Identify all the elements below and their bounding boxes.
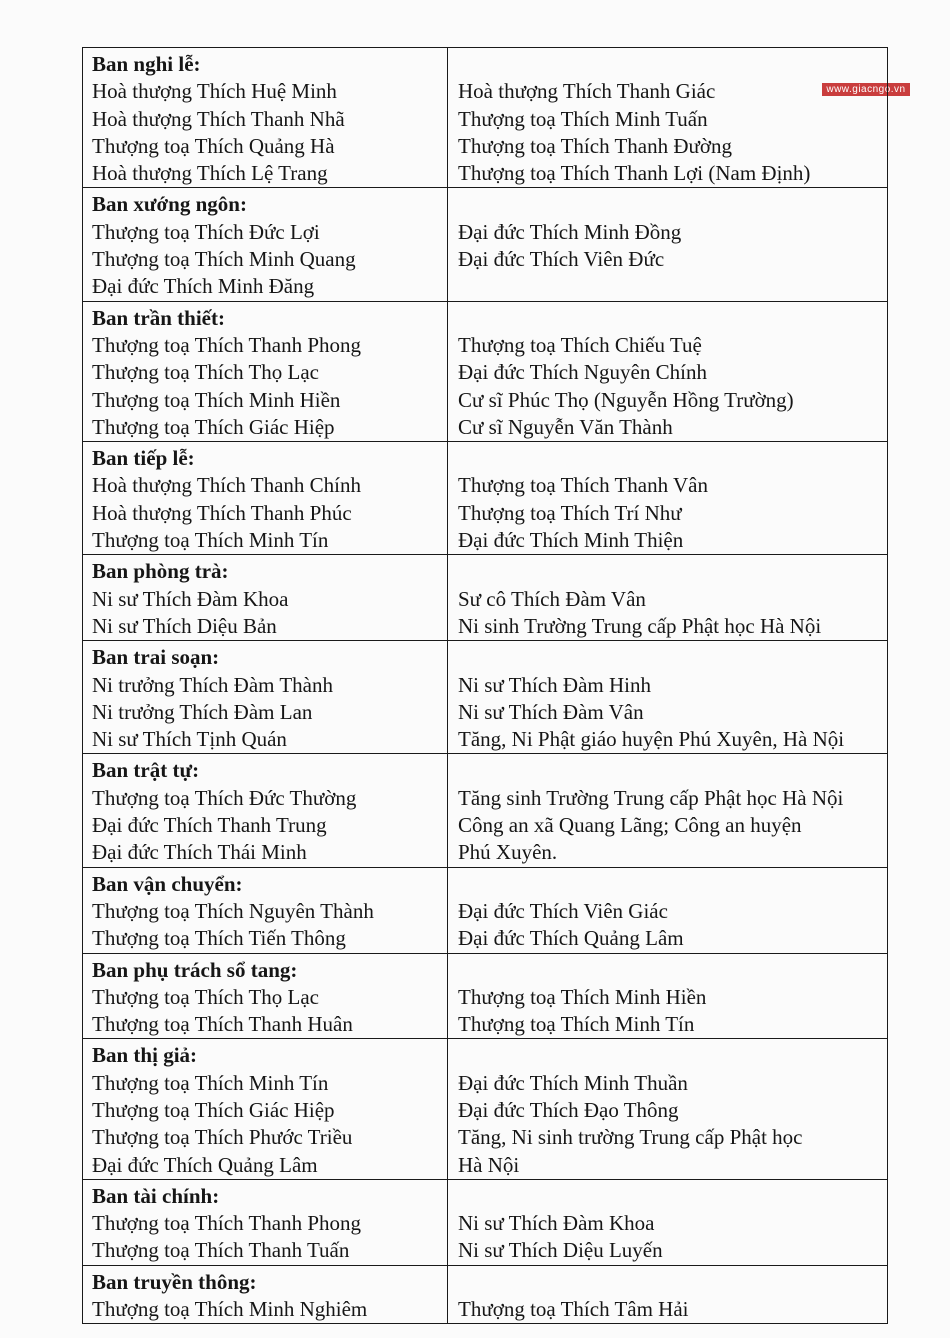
section-title: Ban phụ trách sổ tang: (92, 957, 298, 982)
section-right-column (448, 1180, 887, 1265)
member-name: Thượng toạ Thích Thanh Vân (458, 473, 708, 498)
section-title: Ban vận chuyển: (92, 871, 243, 896)
member-name: Hoà thượng Thích Huệ Minh (92, 79, 337, 104)
member-name: Tăng, Ni sinh trường Trung cấp Phật học (458, 1125, 803, 1150)
title-spacer (458, 1269, 887, 1296)
member-name: Thượng toạ Thích Minh Hiền (92, 387, 341, 412)
member-name: Đại đức Thích Minh Thuần (458, 1070, 688, 1095)
member-name: Hoà thượng Thích Thanh Chính (92, 473, 362, 498)
member-name: Thượng toạ Thích Quảng Hà (92, 133, 335, 158)
section-right-column (448, 954, 887, 1039)
member-name: Thượng toạ Thích Đức Thường (92, 785, 357, 810)
member-name: Thượng toạ Thích Nguyên Thành (92, 898, 374, 923)
member-name: Ni trưởng Thích Đàm Thành (92, 672, 334, 697)
member-name: Đại đức Thích Minh Thiện (458, 528, 684, 553)
member-name: Ni sư Thích Tịnh Quán (92, 727, 287, 752)
member-name: Thượng toạ Thích Thọ Lạc (92, 984, 319, 1009)
watermark: www.giacngo.vn (822, 83, 910, 96)
section-right-column (448, 442, 887, 554)
section-title: Ban truyền thông: (92, 1269, 257, 1294)
member-name: Thượng toạ Thích Thanh Huân (92, 1012, 353, 1037)
section-left-column (83, 868, 448, 953)
member-name: Hoà thượng Thích Lệ Trang (92, 161, 328, 186)
committee-section (83, 1180, 887, 1266)
member-name: Thượng toạ Thích Minh Tuấn (458, 106, 708, 131)
member-name: Tăng sinh Trường Trung cấp Phật học Hà Nội (458, 785, 844, 810)
member-name: Thượng toạ Thích Trí Như (458, 500, 682, 525)
section-left-column (83, 754, 448, 866)
section-right-column (448, 188, 887, 300)
title-spacer (458, 1042, 887, 1069)
section-title: Ban tài chính: (92, 1183, 220, 1208)
section-title: Ban tiếp lễ: (92, 446, 195, 471)
member-name: Hoà thượng Thích Thanh Nhã (92, 106, 345, 131)
section-title: Ban trần thiết: (92, 305, 225, 330)
section-right-column (448, 754, 887, 866)
member-name: Thượng toạ Thích Minh Tín (92, 528, 329, 553)
title-spacer (458, 757, 887, 784)
title-spacer (458, 445, 887, 472)
title-spacer (458, 644, 887, 671)
member-name: Hoà thượng Thích Thanh Phúc (92, 500, 352, 525)
title-spacer (458, 1183, 887, 1210)
member-name: Đại đức Thích Minh Đăng (92, 274, 315, 299)
member-name: Tăng, Ni Phật giáo huyện Phú Xuyên, Hà Nội (458, 727, 845, 752)
section-left-column (83, 1266, 448, 1324)
section-right-column (448, 1039, 887, 1178)
section-left-column (83, 188, 448, 300)
member-name: Thượng toạ Thích Tâm Hải (458, 1297, 689, 1322)
member-name: Thượng toạ Thích Tiến Thông (92, 926, 346, 951)
member-name: Đại đức Thích Quảng Lâm (458, 926, 684, 951)
member-name: Thượng toạ Thích Thanh Tuấn (92, 1238, 350, 1263)
member-name: Ni sư Thích Diệu Bản (92, 613, 277, 638)
member-name: Phú Xuyên. (458, 840, 558, 865)
member-name: Đại đức Thích Minh Đồng (458, 219, 682, 244)
section-title: Ban thị giả: (92, 1043, 198, 1068)
section-title: Ban nghi lễ: (92, 52, 201, 76)
section-right-column (448, 1266, 887, 1324)
committee-section (83, 868, 887, 954)
member-name: Thượng toạ Thích Minh Nghiêm (92, 1297, 368, 1322)
section-title: Ban phòng trà: (92, 559, 229, 584)
member-name: Đại đức Thích Nguyên Chính (458, 360, 707, 385)
committee-section (83, 1039, 887, 1179)
member-name: Thượng toạ Thích Thanh Đường (458, 133, 732, 158)
committee-section (83, 302, 887, 442)
committee-section (83, 954, 887, 1040)
member-name: Thượng toạ Thích Minh Tín (458, 1012, 695, 1037)
member-name: Sư cô Thích Đàm Vân (458, 586, 646, 611)
committee-roster-table (82, 47, 888, 1324)
section-left-column (83, 641, 448, 753)
member-name: Đại đức Thích Viên Giác (458, 898, 668, 923)
section-right-column (448, 48, 887, 187)
member-name: Công an xã Quang Lãng; Công an huyện (458, 813, 802, 838)
committee-section (83, 754, 887, 867)
committee-section (83, 641, 887, 754)
member-name: Thượng toạ Thích Thanh Phong (92, 1211, 362, 1236)
member-name: Hoà thượng Thích Thanh Giác (458, 79, 716, 104)
member-name: Ni sư Thích Đàm Vân (458, 699, 644, 724)
section-right-column (448, 302, 887, 441)
committee-section (83, 48, 887, 188)
section-right-column (448, 641, 887, 753)
section-title: Ban trật tự: (92, 758, 200, 783)
member-name: Ni sinh Trường Trung cấp Phật học Hà Nội (458, 613, 822, 638)
member-name: Đại đức Thích Thanh Trung (92, 813, 327, 838)
member-name: Ni sư Thích Đàm Hinh (458, 672, 651, 697)
member-name: Ni sư Thích Diệu Luyến (458, 1238, 663, 1263)
member-name: Thượng toạ Thích Thanh Phong (92, 332, 362, 357)
member-name: Thượng toạ Thích Giác Hiệp (92, 1097, 335, 1122)
committee-section (83, 555, 887, 641)
section-left-column (83, 442, 448, 554)
section-title: Ban xướng ngôn: (92, 192, 247, 217)
title-spacer (458, 871, 887, 898)
member-name: Ni sư Thích Đàm Khoa (458, 1211, 655, 1236)
section-left-column (83, 954, 448, 1039)
section-left-column (83, 555, 448, 640)
member-name: Thượng toạ Thích Chiếu Tuệ (458, 332, 702, 357)
member-name: Thượng toạ Thích Minh Quang (92, 247, 356, 272)
member-name: Thượng toạ Thích Giác Hiệp (92, 414, 335, 439)
member-name: Đại đức Thích Đạo Thông (458, 1097, 679, 1122)
committee-section (83, 1266, 887, 1324)
member-name: Đại đức Thích Quảng Lâm (92, 1152, 318, 1177)
member-name: Thượng toạ Thích Thanh Lợi (Nam Định) (458, 161, 811, 186)
member-name: Thượng toạ Thích Thọ Lạc (92, 360, 319, 385)
member-name: Thượng toạ Thích Minh Hiền (458, 984, 707, 1009)
member-name: Hà Nội (458, 1152, 520, 1177)
section-left-column (83, 302, 448, 441)
title-spacer (458, 305, 887, 332)
member-name: Ni sư Thích Đàm Khoa (92, 586, 289, 611)
committee-section (83, 188, 887, 301)
member-name: Thượng toạ Thích Minh Tín (92, 1070, 329, 1095)
section-right-column (448, 555, 887, 640)
section-left-column (83, 1039, 448, 1178)
member-name: Đại đức Thích Thái Minh (92, 840, 307, 865)
member-name: Cư sĩ Phúc Thọ (Nguyễn Hồng Trường) (458, 387, 794, 412)
member-name: Đại đức Thích Viên Đức (458, 247, 665, 272)
member-name: Thượng toạ Thích Đức Lợi (92, 219, 320, 244)
section-left-column (83, 1180, 448, 1265)
member-name: Ni trưởng Thích Đàm Lan (92, 699, 313, 724)
section-left-column (83, 48, 448, 187)
section-right-column (448, 868, 887, 953)
member-name: Thượng toạ Thích Phước Triều (92, 1125, 353, 1150)
title-spacer (458, 51, 887, 78)
title-spacer (458, 191, 887, 218)
section-title: Ban trai soạn: (92, 645, 220, 670)
title-spacer (458, 558, 887, 585)
title-spacer (458, 957, 887, 984)
committee-section (83, 442, 887, 555)
member-name: Cư sĩ Nguyễn Văn Thành (458, 414, 673, 439)
